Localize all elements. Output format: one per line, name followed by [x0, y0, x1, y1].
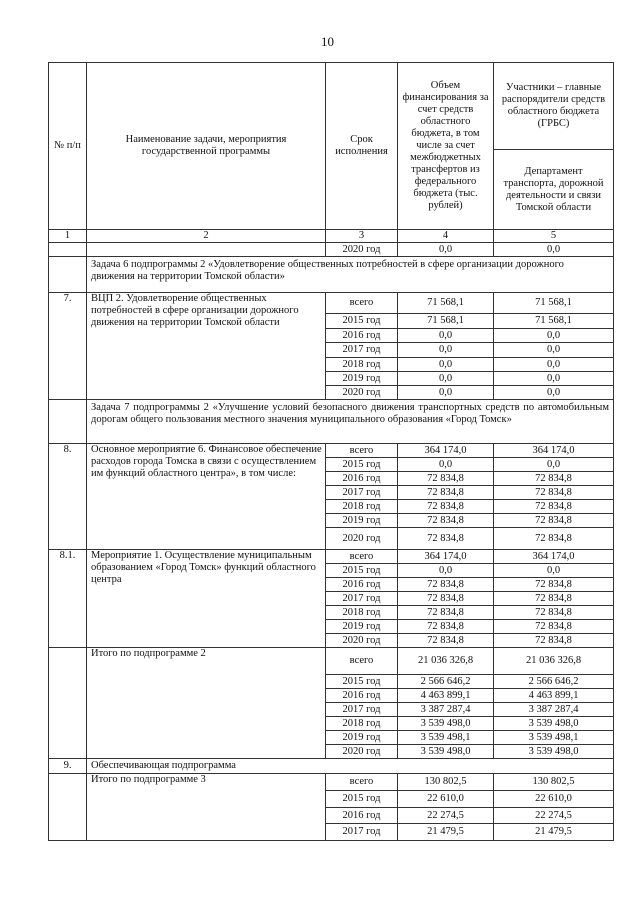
period-cell: всего: [326, 293, 398, 314]
item-number: 8.: [49, 444, 87, 550]
financing-value: 364 174,0: [398, 550, 494, 564]
financing-value: 72 834,8: [398, 528, 494, 550]
task-row: [49, 400, 614, 444]
column-number-3: 3: [326, 230, 398, 243]
financing-value: 3 539 498,1: [398, 731, 494, 745]
item-name: Мероприятие 1. Осуществление муниципальным образованием «Город Томск» функций областного центра: [87, 550, 326, 648]
department-value: 72 834,8: [494, 472, 614, 486]
period-cell: 2020 год: [326, 386, 398, 400]
column-number-1: 1: [49, 230, 87, 243]
period-cell: 2017 год: [326, 824, 398, 841]
department-value: 0,0: [494, 372, 614, 386]
header-financing: Объем финансирования за счет средств областного бюджета, в том числе за счет межбюджетных трансфертов из федерального бюджета (тыс. рублей): [398, 63, 494, 230]
financing-value: 22 274,5: [398, 808, 494, 824]
department-value: 22 274,5: [494, 808, 614, 824]
header-name: Наименование задачи, мероприятия государственной программы: [87, 63, 326, 230]
period-cell: 2019 год: [326, 731, 398, 745]
department-value: 3 387 287,4: [494, 703, 614, 717]
department-value: 72 834,8: [494, 514, 614, 528]
department-value: 364 174,0: [494, 444, 614, 458]
financing-value: 72 834,8: [398, 592, 494, 606]
department-value: 2 566 646,2: [494, 675, 614, 689]
item-number: [49, 648, 87, 759]
department-value: 0,0: [494, 358, 614, 372]
financing-value: 72 834,8: [398, 486, 494, 500]
financing-value: 3 387 287,4: [398, 703, 494, 717]
period-cell: 2019 год: [326, 372, 398, 386]
financing-value: 21 479,5: [398, 824, 494, 841]
column-number-2: 2: [87, 230, 326, 243]
financing-value: 72 834,8: [398, 500, 494, 514]
financing-value: 3 539 498,0: [398, 717, 494, 731]
department-value: 3 539 498,1: [494, 731, 614, 745]
financing-value: 364 174,0: [398, 444, 494, 458]
period-cell: 2015 год: [326, 314, 398, 329]
financing-value: 72 834,8: [398, 606, 494, 620]
item-name: ВЦП 2. Удовлетворение общественных потребностей в сфере организации дорожного движения на территории Томской области: [87, 293, 326, 400]
period-cell: 2020 год: [326, 634, 398, 648]
item-name: Основное мероприятие 6. Финансовое обеспечение расходов города Томска в связи с осуществлением им функций областного центра», в том числе:: [87, 444, 326, 550]
header-number: № п/п: [49, 63, 87, 230]
financing-value: 0,0: [398, 329, 494, 343]
table-row: [49, 550, 614, 564]
section-number: 9.: [49, 759, 87, 774]
period-cell: 2020 год: [326, 745, 398, 759]
financing-value: 130 802,5: [398, 774, 494, 791]
period-cell: 2017 год: [326, 343, 398, 358]
item-name: [87, 243, 326, 257]
financing-value: 3 539 498,0: [398, 745, 494, 759]
financing-value: 21 036 326,8: [398, 648, 494, 675]
period-cell: 2020 год: [326, 243, 398, 257]
table-row: [49, 774, 614, 791]
department-value: 72 834,8: [494, 486, 614, 500]
period-cell: всего: [326, 550, 398, 564]
period-cell: 2020 год: [326, 528, 398, 550]
department-value: 3 539 498,0: [494, 717, 614, 731]
period-cell: 2016 год: [326, 472, 398, 486]
financing-value: 72 834,8: [398, 634, 494, 648]
task-number-cell: [49, 400, 87, 444]
department-value: 71 568,1: [494, 314, 614, 329]
item-name: Итого по подпрограмме 3: [87, 774, 326, 841]
column-number-4: 4: [398, 230, 494, 243]
financing-value: 72 834,8: [398, 620, 494, 634]
financing-value: 4 463 899,1: [398, 689, 494, 703]
financing-value: 0,0: [398, 564, 494, 578]
period-cell: 2019 год: [326, 620, 398, 634]
department-value: 21 036 326,8: [494, 648, 614, 675]
section-title: Обеспечивающая подпрограмма: [87, 759, 614, 774]
period-cell: 2016 год: [326, 808, 398, 824]
period-cell: 2018 год: [326, 358, 398, 372]
department-value: 72 834,8: [494, 500, 614, 514]
department-value: 72 834,8: [494, 592, 614, 606]
column-number-5: 5: [494, 230, 614, 243]
department-value: 3 539 498,0: [494, 745, 614, 759]
financing-value: 72 834,8: [398, 472, 494, 486]
department-value: 4 463 899,1: [494, 689, 614, 703]
department-value: 72 834,8: [494, 634, 614, 648]
page-number: 10: [321, 34, 334, 49]
financing-table: [48, 62, 614, 841]
financing-value: 22 610,0: [398, 791, 494, 808]
table-row: [49, 243, 614, 257]
period-cell: 2019 год: [326, 514, 398, 528]
department-value: 0,0: [494, 564, 614, 578]
period-cell: всего: [326, 774, 398, 791]
department-value: 0,0: [494, 386, 614, 400]
period-cell: 2016 год: [326, 329, 398, 343]
period-cell: 2018 год: [326, 500, 398, 514]
table-row: [49, 293, 614, 314]
item-number: 8.1.: [49, 550, 87, 648]
financing-value: 0,0: [398, 343, 494, 358]
department-value: 0,0: [494, 243, 614, 257]
task-title: Задача 6 подпрограммы 2 «Удовлетворение общественных потребностей в сфере организации дорожного движения на территории Томской области»: [87, 257, 614, 293]
period-cell: 2015 год: [326, 675, 398, 689]
department-value: 0,0: [494, 458, 614, 472]
item-name: Итого по подпрограмме 2: [87, 648, 326, 759]
department-value: 130 802,5: [494, 774, 614, 791]
department-value: 22 610,0: [494, 791, 614, 808]
financing-value: 0,0: [398, 458, 494, 472]
department-value: 21 479,5: [494, 824, 614, 841]
department-value: 72 834,8: [494, 620, 614, 634]
period-cell: 2016 год: [326, 578, 398, 592]
period-cell: всего: [326, 444, 398, 458]
financing-value: 71 568,1: [398, 314, 494, 329]
table-row: [49, 444, 614, 458]
table-row: [49, 648, 614, 675]
item-number: [49, 243, 87, 257]
financing-value: 0,0: [398, 358, 494, 372]
period-cell: 2015 год: [326, 791, 398, 808]
period-cell: 2016 год: [326, 689, 398, 703]
department-value: 0,0: [494, 329, 614, 343]
department-value: 72 834,8: [494, 528, 614, 550]
department-value: 72 834,8: [494, 606, 614, 620]
financing-value: 71 568,1: [398, 293, 494, 314]
department-value: 72 834,8: [494, 578, 614, 592]
section-row: [49, 759, 614, 774]
financing-value: 2 566 646,2: [398, 675, 494, 689]
period-cell: 2017 год: [326, 486, 398, 500]
period-cell: 2018 год: [326, 717, 398, 731]
period-cell: 2015 год: [326, 564, 398, 578]
financing-value: 72 834,8: [398, 514, 494, 528]
period-cell: 2017 год: [326, 703, 398, 717]
item-number: [49, 774, 87, 841]
financing-value: 72 834,8: [398, 578, 494, 592]
task-title: Задача 7 подпрограммы 2 «Улучшение условий безопасного движения транспортных средств по автомобильным дорогам общего пользования местного значения муниципального образования «Город Томск»: [87, 400, 614, 444]
period-cell: 2015 год: [326, 458, 398, 472]
financing-value: 0,0: [398, 243, 494, 257]
item-number: 7.: [49, 293, 87, 400]
period-cell: 2018 год: [326, 606, 398, 620]
period-cell: 2017 год: [326, 592, 398, 606]
period-cell: всего: [326, 648, 398, 675]
department-value: 0,0: [494, 343, 614, 358]
department-value: 364 174,0: [494, 550, 614, 564]
task-row: [49, 257, 614, 293]
header-department: Департамент транспорта, дорожной деятельности и связи Томской области: [494, 150, 614, 230]
financing-value: 0,0: [398, 386, 494, 400]
header-deadline: Срок исполнения: [326, 63, 398, 230]
financing-value: 0,0: [398, 372, 494, 386]
header-participants: Участники – главные распорядители средств областного бюджета (ГРБС): [494, 63, 614, 150]
task-number-cell: [49, 257, 87, 293]
department-value: 71 568,1: [494, 293, 614, 314]
